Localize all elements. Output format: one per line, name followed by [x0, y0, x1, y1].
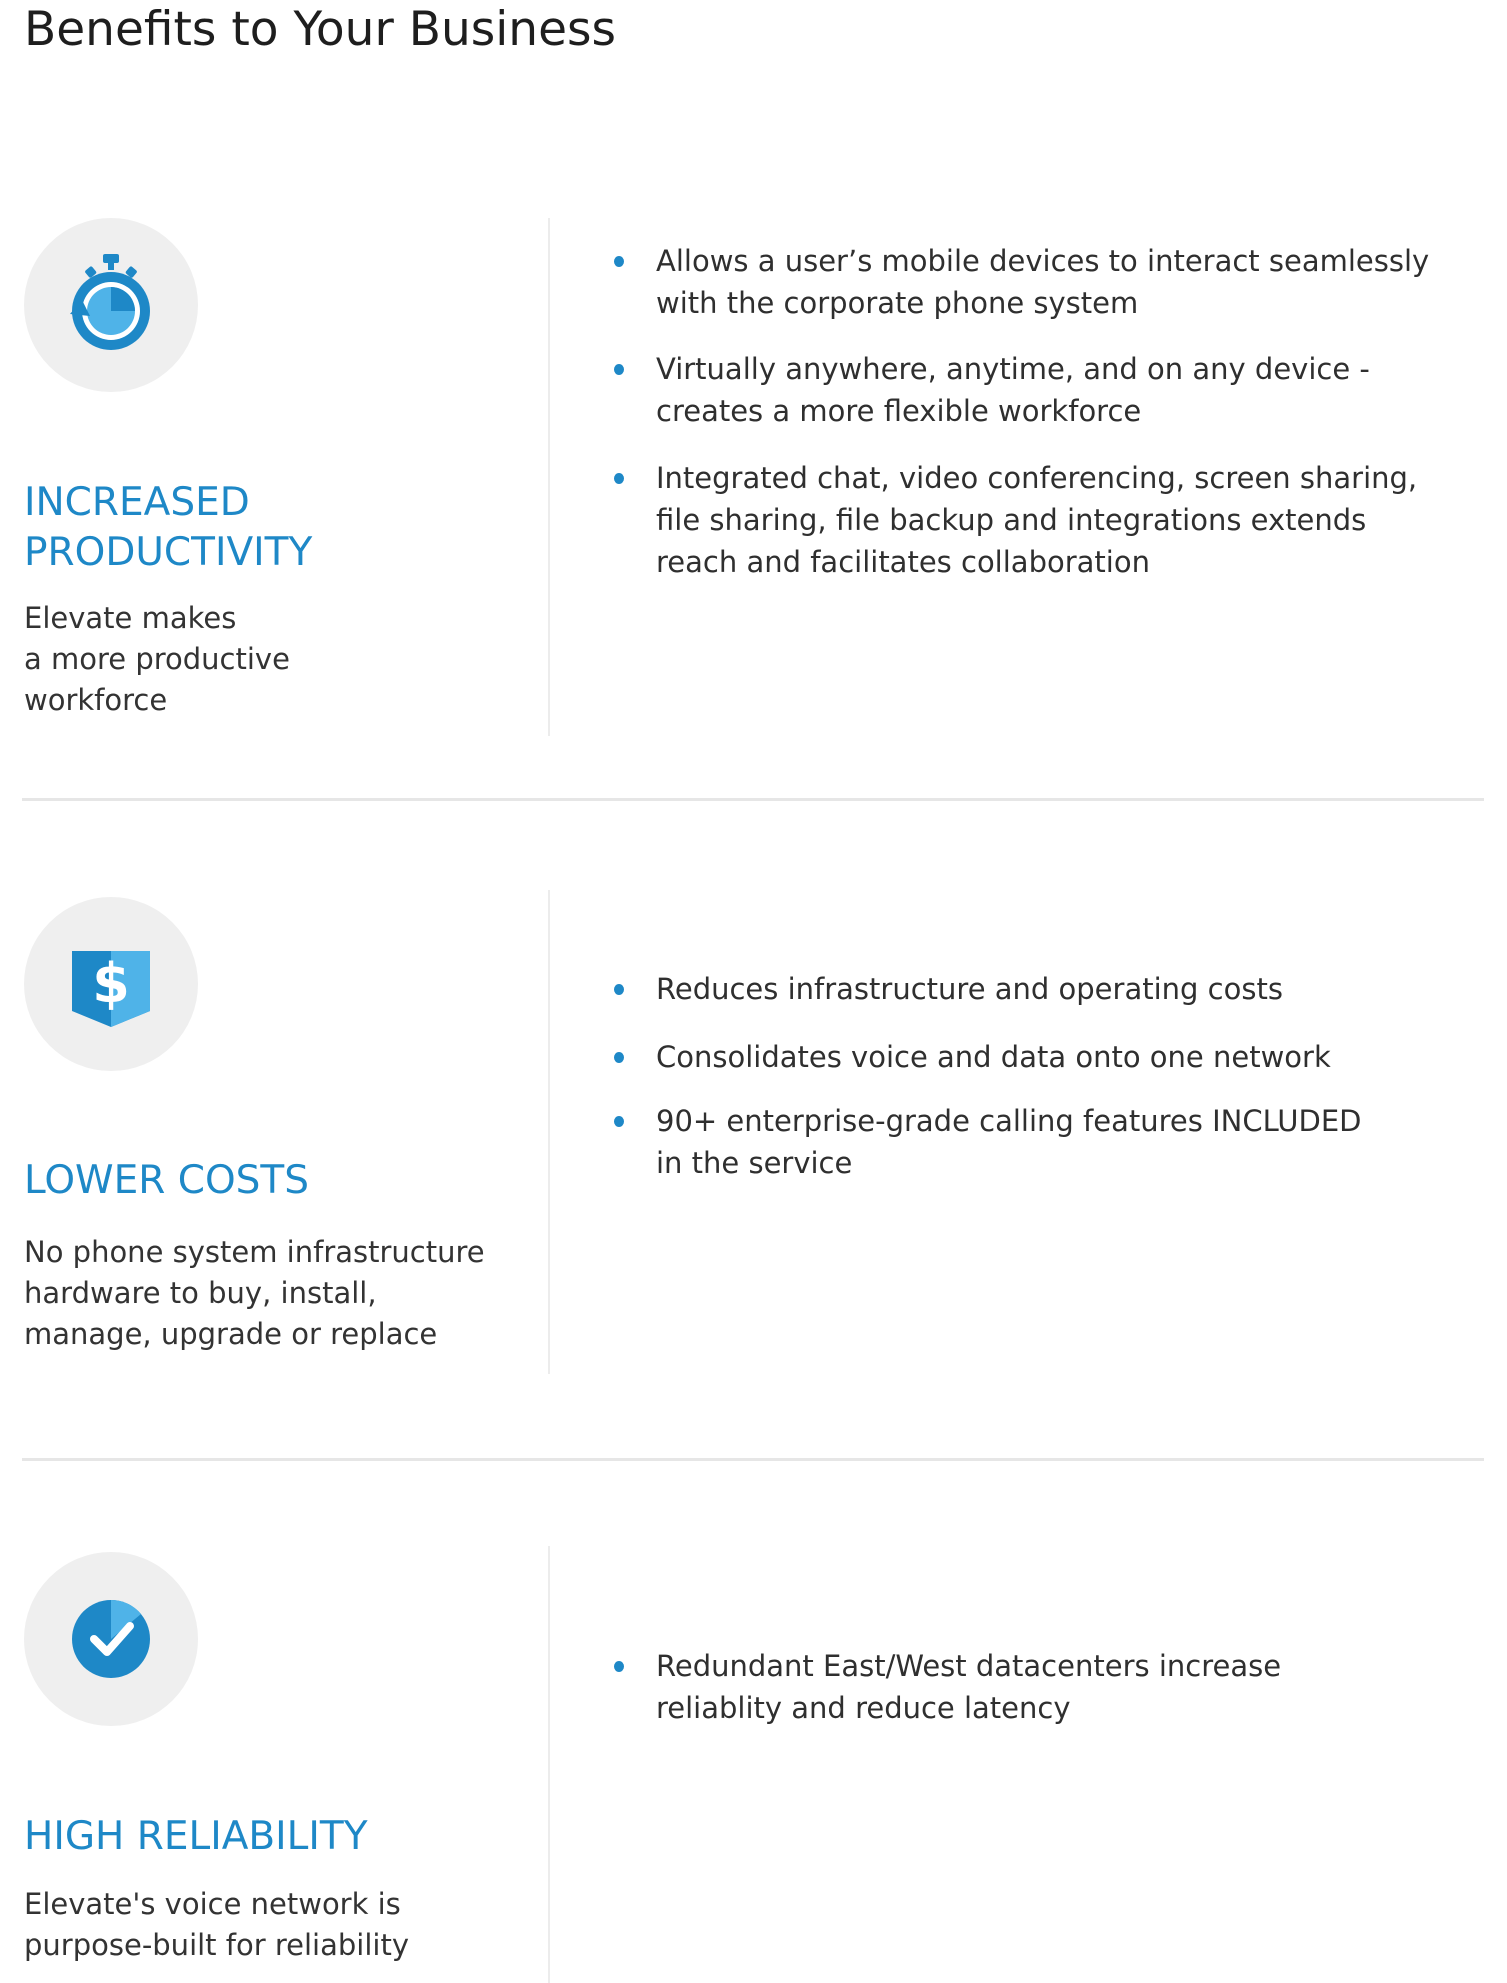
bullet-text-line: reliablity and reduce latency — [656, 1691, 1071, 1725]
section-description — [24, 1232, 485, 1355]
bullet-text-line: Virtually anywhere, anytime, and on any device - — [656, 352, 1370, 386]
bullet-text-line: 90+ enterprise-grade calling features INCLUDED — [656, 1104, 1362, 1138]
description-line: workforce — [24, 683, 168, 717]
description-line: manage, upgrade or replace — [24, 1317, 438, 1351]
section-title: HIGH RELIABILITY — [24, 1814, 368, 1859]
description-line: purpose-built for reliability — [24, 1928, 409, 1962]
description-line: hardware to buy, install, — [24, 1276, 377, 1310]
section-description — [24, 1884, 409, 1966]
bullet-text-line: with the corporate phone system — [656, 286, 1139, 320]
bullet-icon — [614, 364, 624, 375]
bullet-text-line: Redundant East/West datacenters increase — [656, 1649, 1282, 1683]
section-title-line: PRODUCTIVITY — [24, 530, 313, 575]
section-divider — [22, 798, 1484, 801]
check-circle-icon — [24, 1552, 198, 1726]
bullet-text-line: Integrated chat, video conferencing, screen sharing, — [656, 461, 1418, 495]
list-item — [612, 348, 1482, 432]
dollar-tag-icon — [24, 897, 198, 1071]
list-item — [612, 1645, 1482, 1729]
section-title — [24, 478, 312, 578]
list-item — [612, 457, 1482, 583]
bullet-text-line: reach and facilitates collaboration — [656, 545, 1150, 579]
column-divider — [548, 218, 550, 736]
description-line: Elevate makes — [24, 601, 237, 635]
svg-text:$: $ — [92, 952, 130, 1015]
page-title: Benefits to Your Business — [24, 2, 616, 57]
list-item — [612, 1100, 1482, 1184]
bullet-icon — [614, 1052, 624, 1063]
bullet-icon — [614, 1116, 624, 1127]
bullet-text-line: Consolidates voice and data onto one network — [656, 1040, 1331, 1074]
bullet-text-line: creates a more flexible workforce — [656, 394, 1142, 428]
column-divider — [548, 890, 550, 1374]
bullet-icon — [614, 984, 624, 995]
productivity-icon-circle — [24, 218, 198, 392]
column-divider — [548, 1546, 550, 1983]
list-item — [612, 1036, 1482, 1078]
costs-icon-circle — [24, 897, 198, 1071]
section-description — [24, 598, 290, 721]
bullet-text-line: Reduces infrastructure and operating costs — [656, 972, 1283, 1006]
list-item — [612, 240, 1482, 324]
list-item — [612, 968, 1482, 1010]
bullet-icon — [614, 256, 624, 267]
bullet-text-line: file sharing, file backup and integrations extends — [656, 503, 1367, 537]
section-title: LOWER COSTS — [24, 1158, 309, 1203]
section-divider — [22, 1458, 1484, 1461]
description-line: No phone system infrastructure — [24, 1235, 485, 1269]
stopwatch-icon — [24, 218, 198, 392]
description-line: Elevate's voice network is — [24, 1887, 401, 1921]
bullet-text-line: in the service — [656, 1146, 853, 1180]
bullet-icon — [614, 1661, 624, 1672]
bullet-text-line: Allows a user’s mobile devices to interact seamlessly — [656, 244, 1430, 278]
bullet-icon — [614, 473, 624, 484]
reliability-icon-circle — [24, 1552, 198, 1726]
description-line: a more productive — [24, 642, 290, 676]
section-title-line: INCREASED — [24, 480, 250, 525]
